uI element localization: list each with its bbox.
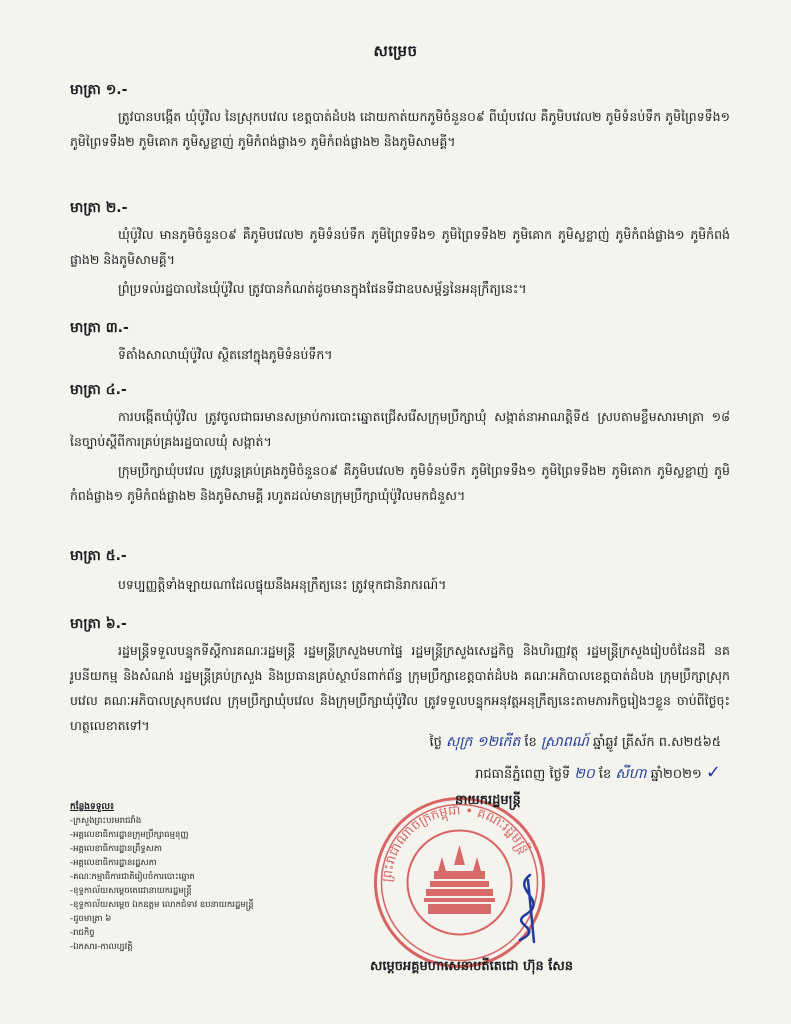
article-5-heading: មាត្រា ៥.- <box>70 548 127 564</box>
solar-date-prefix: រាជធានីភ្នំពេញ ថ្ងៃទី <box>475 767 571 782</box>
recipient-item: -ដូចមាត្រា ៦ <box>70 914 112 924</box>
signer-name: សម្តេចអគ្គមហាសេនាបតីតេជោ ហ៊ុន សែន <box>370 959 573 974</box>
article-4-heading: មាត្រា ៤.- <box>70 382 127 398</box>
signature-icon <box>500 870 560 950</box>
recipients-list <box>70 800 320 954</box>
article-4-paragraph-1: ការបង្កើតឃុំប៉ូវិល ត្រូវចូលជាធរមានសម្រាប់ការបោះឆ្នោតជ្រើសរើសក្រុមប្រឹក្សាឃុំ សង្កាត់នាអាណត្តិទី៥ ស្របតាមខ្លឹមសារមាត្រា ១៨ នៃច្បាប់ស្តីពីការគ្រប់គ្រងរដ្ឋបាលឃុំ សង្កាត់។ <box>70 409 730 449</box>
article-6-heading: មាត្រា ៦.- <box>70 616 127 632</box>
seal-text: ព្រះរាជាណាចក្រកម្ពុជា • គណៈរដ្ឋមន្ត្រី <box>380 803 532 884</box>
article-1-heading: មាត្រា ១.- <box>70 82 128 98</box>
recipient-item: -អគ្គលេខាធិការដ្ឋានរដ្ឋសភា <box>70 858 157 868</box>
solar-date-line <box>475 762 721 785</box>
recipient-item: -ក្រសួងព្រះបរមរាជវាំង <box>70 816 142 826</box>
article-5-paragraph: បទប្បញ្ញត្តិទាំងឡាយណាដែលផ្ទុយនឹងអនុក្រឹត្យនេះ ត្រូវទុកជានិរាករណ៍។ <box>118 577 447 592</box>
recipient-item: -គណៈកម្មាធិការជាតិរៀបចំការបោះឆ្នោត <box>70 872 195 882</box>
lunar-day-handwritten: សុក្រ ១២កើត <box>446 734 521 750</box>
article-3-heading: មាត្រា ៣.- <box>70 320 129 336</box>
article-3-paragraph: ទីតាំងសាលាឃុំប៉ូវិល ស្ថិតនៅក្នុងភូមិទំនប់ទឹក។ <box>118 347 333 362</box>
solar-day-handwritten: ២០ <box>574 766 595 782</box>
recipients-heading: កន្លែងទទួល៖ <box>70 802 114 812</box>
recipient-item: -អគ្គលេខាធិការដ្ឋានព្រឹទ្ធសភា <box>70 844 162 854</box>
lunar-date-prefix: ថ្ងៃ <box>429 735 442 750</box>
recipient-item: -ខុទ្ទកាល័យសម្តេច ឯកឧត្តម លោកជំទាវ ឧបនាយករដ្ឋមន្ត្រី <box>70 900 254 910</box>
document-title: សម្រេច <box>373 42 418 60</box>
solar-month-handwritten: សីហា <box>615 766 647 782</box>
lunar-date-line <box>429 732 721 753</box>
checkmark-icon: ✓ <box>705 762 721 783</box>
lunar-month-handwritten: ស្រាពណ៍ <box>540 734 589 750</box>
solar-year: ឆ្នាំ២០២១ <box>650 767 702 782</box>
lunar-year-suffix: ឆ្នាំឆ្លូវ ត្រីស័ក ព.ស២៥៦៥ <box>593 735 721 750</box>
recipient-item: -រាជកិច្ច <box>70 928 95 938</box>
recipient-item: -ឯកសារ-កាលប្បវត្តិ <box>70 942 133 952</box>
recipient-item: -អគ្គលេខាធិការដ្ឋានក្រុមប្រឹក្សាធម្មនុញ្ញ <box>70 830 189 840</box>
signer-title: នាយករដ្ឋមន្ត្រី <box>455 793 521 808</box>
recipient-item: -ខុទ្ទកាល័យសម្តេចតេជោនាយករដ្ឋមន្ត្រី <box>70 886 192 896</box>
article-6-paragraph: រដ្ឋមន្ត្រីទទួលបន្ទុកទីស្តីការគណៈរដ្ឋមន្ត្រី រដ្ឋមន្ត្រីក្រសួងមហាផ្ទៃ រដ្ឋមន្ត្រីក្រសួងសេដ្ឋកិច្ច និងហិរញ្ញវត្ថុ រដ្ឋមន្ត្រីក្រសួងរៀបចំដែនដី នគរូបនីយកម្ម និងសំណង់ រដ្ឋមន្ត្រីគ្រប់ក្រសួង និងប្រធានគ្រប់ស្ថាប័នពាក់ព័ន្ធ ក្រុមប្រឹក្សាខេត្តបាត់ដំបង គណៈអភិបាលខេត្តបាត់ដំបង ក្រុមប្រឹក្សាស្រុកបវេល គណៈអភិបាលស្រុកបវេល ក្រុមប្រឹក្សាឃុំបវេល និងក្រុមប្រឹក្សាឃុំប៉ូវិល ត្រូវទទួលបន្ទុកអនុវត្តអនុក្រឹត្យនេះតាមភារកិច្ចរៀងៗខ្លួន ចាប់ពីថ្ងៃចុះហត្ថលេខាតទៅ។ <box>70 643 730 733</box>
article-4-paragraph-2: ក្រុមប្រឹក្សាឃុំបវេល ត្រូវបន្តគ្រប់គ្រងភូមិចំនួន០៩ គឺភូមិបវេល២ ភូមិទំនប់ទឹក ភូមិព្រៃទទឹង១ ភូមិព្រៃទទឹង២ ភូមិគោក ភូមិស្លខ្លាញ់ ភូមិកំពង់ផ្លាង១ ភូមិកំពង់ផ្លាង២ និងភូមិសាមគ្គី រហូតដល់មានក្រុមប្រឹក្សាឃុំប៉ូវិលមកជំនួស។ <box>70 463 730 503</box>
article-2-paragraph-2: ព្រំប្រទល់រដ្ឋបាលនៃឃុំប៉ូវិល ត្រូវបានកំណត់ដូចមានក្នុងផែនទីជាឧបសម្ព័ន្ធនៃអនុក្រឹត្យនេះ។ <box>118 281 527 296</box>
article-2-heading: មាត្រា ២.- <box>70 200 128 216</box>
lunar-month-label: ខែ <box>524 735 537 750</box>
article-2-paragraph-1: ឃុំប៉ូវិល មានភូមិចំនួន០៩ គឺភូមិបវេល២ ភូមិទំនប់ទឹក ភូមិព្រៃទទឹង១ ភូមិព្រៃទទឹង២ ភូមិគោក ភូមិស្លខ្លាញ់ ភូមិកំពង់ផ្លាង១ ភូមិកំពង់ផ្លាង២ និងភូមិសាមគ្គី។ <box>70 227 730 267</box>
article-1-paragraph: ត្រូវបានបង្កើត ឃុំប៉ូវិល នៃស្រុកបវេល ខេត្តបាត់ដំបង ដោយកាត់យកភូមិចំនួន០៩ ពីឃុំបវេល គឺភូមិបវេល២ ភូមិទំនប់ទឹក ភូមិព្រៃទទឹង១ ភូមិព្រៃទទឹង២ ភូមិគោក ភូមិស្លខ្លាញ់ ភូមិកំពង់ផ្លាង១ ភូមិកំពង់ផ្លាង២ និងភូមិសាមគ្គី។ <box>70 109 730 149</box>
solar-month-label: ខែ <box>598 767 612 782</box>
